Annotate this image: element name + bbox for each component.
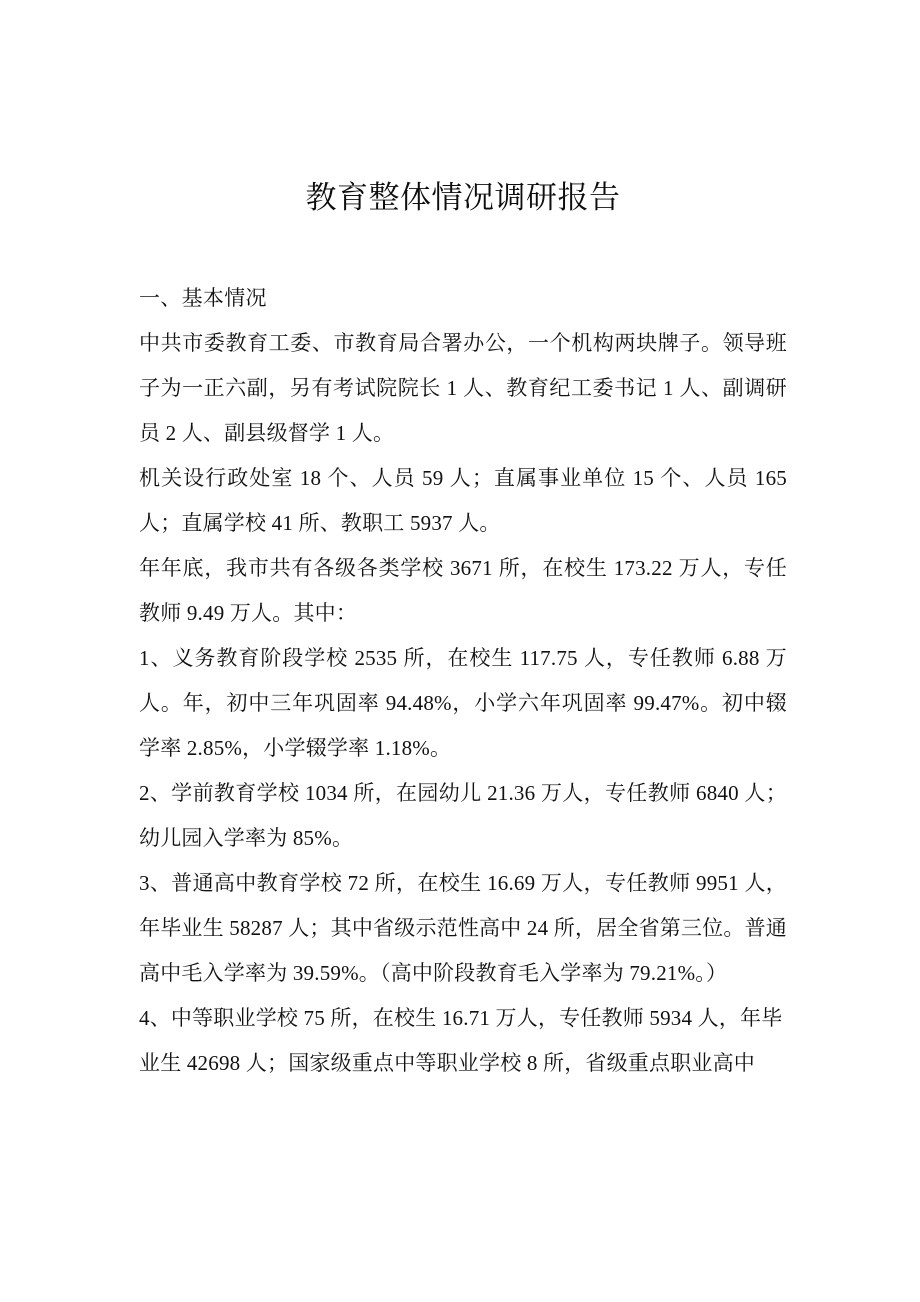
page-title: 教育整体情况调研报告 bbox=[305, 180, 621, 215]
paragraph-citywide-totals: 年年底，我市共有各级各类学校 3671 所，在校生 173.22 万人，专任教师 9.49 万人。其中： bbox=[139, 556, 787, 625]
document-body bbox=[139, 0, 787, 1086]
paragraph-staffing-counts: 机关设行政处室 18 个、人员 59 人；直属事业单位 15 个、人员 165 人；直属学校 41 所、教职工 5937 人。 bbox=[139, 466, 787, 535]
paragraph-item-2-preschool-education: 2、学前教育学校 1034 所，在园幼儿 21.36 万人，专任教师 6840 人；幼儿园入学率为 85%。 bbox=[139, 781, 787, 850]
section-heading-basic-situation: 一、基本情况 bbox=[139, 286, 267, 310]
paragraph-organization-leadership: 中共市委教育工委、市教育局合署办公，一个机构两块牌子。领导班子为一正六副，另有考试院院长 1 人、教育纪工委书记 1 人、副调研员 2 人、副县级督学 1 人。 bbox=[139, 331, 787, 445]
paragraph-item-3-general-high-school: 3、普通高中教育学校 72 所，在校生 16.69 万人，专任教师 9951 人，年毕业生 58287 人；其中省级示范性高中 24 所，居全省第三位。普通高中毛入学率为 39.59%。（高中阶段教育毛入学率为 79.21%。） bbox=[139, 871, 787, 985]
paragraph-item-4-vocational-school: 4、中等职业学校 75 所，在校生 16.71 万人，专任教师 5934 人，年毕业生 42698 人；国家级重点中等职业学校 8 所，省级重点职业高中 bbox=[139, 1006, 783, 1075]
paragraph-item-1-compulsory-education: 1、义务教育阶段学校 2535 所，在校生 117.75 人，专任教师 6.88 万人。年，初中三年巩固率 94.48%，小学六年巩固率 99.47%。初中辍学率 2.85%，小学辍学率 1.18%。 bbox=[139, 646, 787, 760]
